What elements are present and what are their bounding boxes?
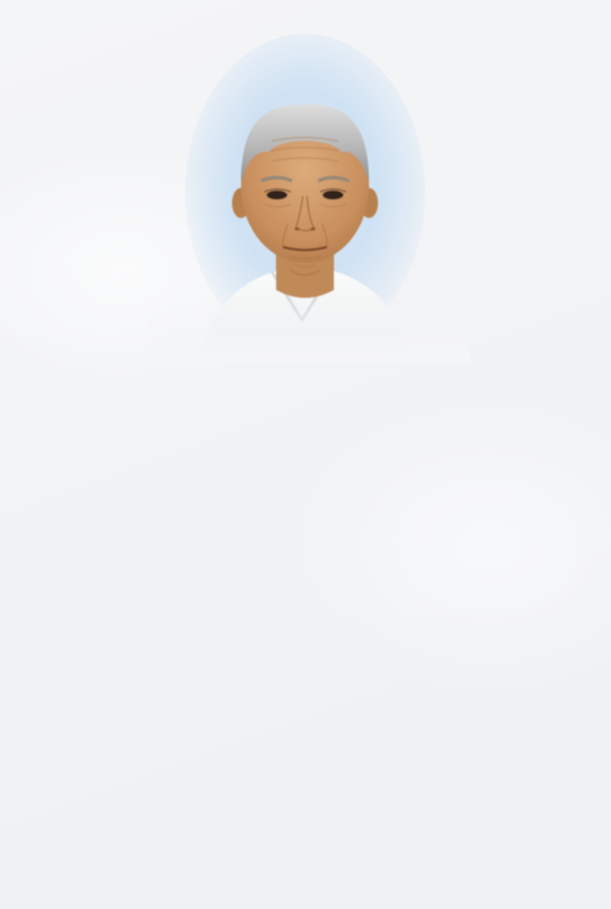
floral-arch-decoration: [0, 0, 611, 360]
floral-bottom-decoration: [0, 734, 611, 909]
